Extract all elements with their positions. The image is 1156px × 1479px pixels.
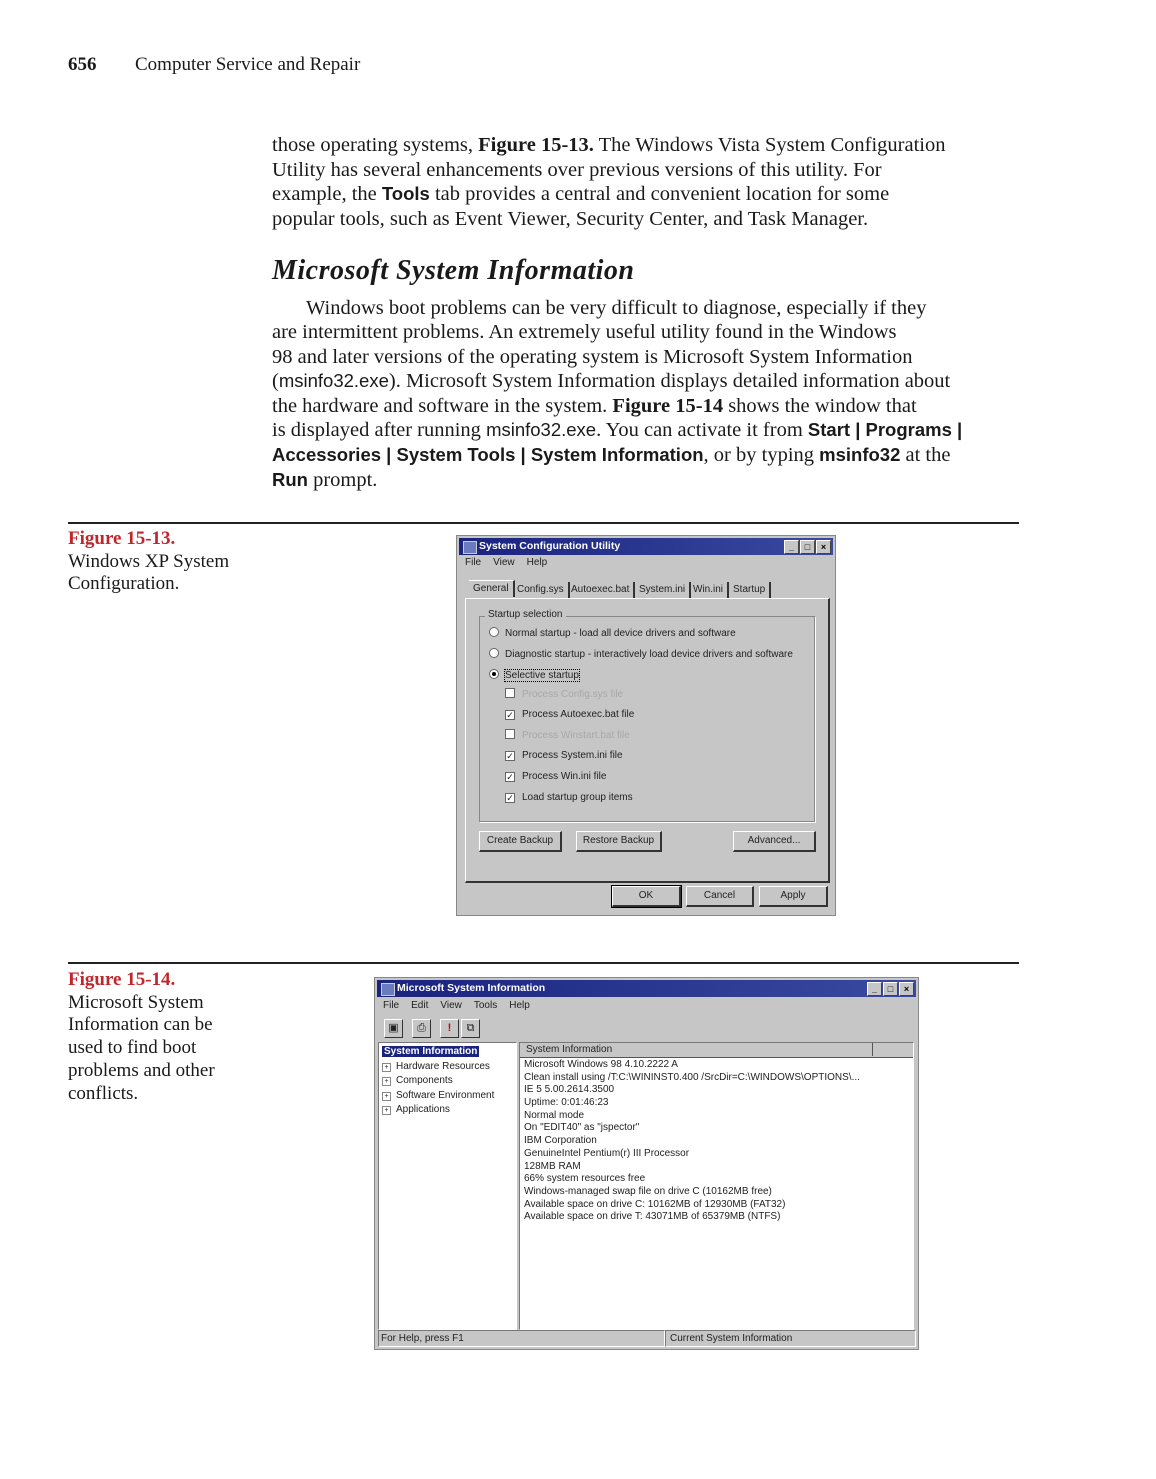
title-bar <box>377 980 916 997</box>
expand-icon[interactable]: + <box>382 1077 391 1086</box>
title-bar <box>459 538 833 555</box>
radio-button[interactable] <box>489 669 499 679</box>
text-line <box>272 158 882 182</box>
create-backup-button[interactable]: Create Backup <box>479 831 562 852</box>
info-line: Normal mode <box>524 1109 585 1121</box>
checkbox-label: Process Winstart.bat file <box>522 730 630 742</box>
text-line <box>272 133 945 157</box>
tree-item-label: Software Environment <box>396 1089 495 1101</box>
startup-checkbox[interactable] <box>505 688 623 700</box>
expand-icon[interactable]: + <box>382 1106 391 1115</box>
figure-label: Figure 15-14. <box>68 969 176 990</box>
ok-button[interactable]: OK <box>612 886 681 907</box>
menu-tools[interactable]: Tools <box>473 1000 498 1011</box>
text-span: the hardware and software in the system. <box>272 395 613 417</box>
info-line: 128MB RAM <box>524 1160 581 1172</box>
tab-win-ini[interactable]: Win.ini <box>689 582 729 598</box>
radio-label: Selective startup <box>505 670 579 681</box>
text-line <box>272 320 897 344</box>
tree-item[interactable] <box>382 1089 513 1104</box>
text-line <box>272 369 950 393</box>
info-line: IBM Corporation <box>524 1135 597 1147</box>
app-icon <box>463 541 477 554</box>
info-line: On "EDIT40" as "jspector" <box>524 1122 640 1134</box>
emphasis-text: Figure 15-14 <box>612 395 724 417</box>
menu-bar <box>383 1000 530 1011</box>
text-span: at the <box>900 444 951 466</box>
minimize-button[interactable]: _ <box>784 540 799 554</box>
text-span: example, the <box>272 183 382 205</box>
copy-icon[interactable]: ⧉ <box>461 1019 480 1038</box>
emphasis-text: Start | Programs | <box>807 419 963 440</box>
expand-icon[interactable]: + <box>382 1063 391 1072</box>
window-title: System Configuration Utility <box>479 540 621 552</box>
text-span: tab provides a central and convenient location for some <box>429 183 890 205</box>
text-line <box>272 182 889 206</box>
text-span: prompt. <box>307 469 378 491</box>
caption-line: used to find boot <box>68 1037 197 1059</box>
status-help: For Help, press F1 <box>378 1330 665 1347</box>
info-line: Available space on drive T: 43071MB of 65379MB (NTFS) <box>524 1211 781 1223</box>
emphasis-text: msinfo32.exe <box>486 419 597 440</box>
page-number: 656 <box>68 54 97 75</box>
running-title: Computer Service and Repair <box>135 54 361 75</box>
text-span: popular tools, such as Event Viewer, Security Center, and Task Manager. <box>272 208 869 230</box>
text-span: . You can activate it from <box>596 419 808 441</box>
startup-checkbox[interactable] <box>505 792 633 803</box>
column-header[interactable]: System Information <box>520 1043 873 1056</box>
menu-edit[interactable]: Edit <box>411 1000 429 1011</box>
expand-icon[interactable]: + <box>382 1092 391 1101</box>
info-line: Windows-managed swap file on drive C (10162MB free) <box>524 1185 772 1197</box>
checkbox[interactable] <box>505 729 515 739</box>
text-line <box>272 468 377 492</box>
menu-file[interactable]: File <box>465 557 482 568</box>
close-button[interactable]: × <box>899 982 914 996</box>
menu-help[interactable]: Help <box>509 1000 530 1011</box>
tree-item[interactable] <box>382 1060 513 1075</box>
tree-item-label: Components <box>396 1075 453 1086</box>
system-configuration-window <box>456 535 836 916</box>
info-line: IE 5 5.00.2614.3500 <box>524 1084 615 1096</box>
info-line: Uptime: 0:01:46:23 <box>524 1097 609 1109</box>
checkbox[interactable]: ✓ <box>506 751 514 762</box>
tree-item[interactable] <box>382 1103 513 1118</box>
tree-pane <box>378 1042 517 1330</box>
text-line <box>272 345 913 369</box>
text-line <box>272 394 917 418</box>
radio-button[interactable] <box>489 627 499 637</box>
emphasis-text: Figure 15-13. <box>478 134 594 156</box>
tab-autoexec-bat[interactable]: Autoexec.bat <box>567 582 635 598</box>
startup-radio[interactable] <box>489 669 579 681</box>
figure-rule <box>68 522 1019 524</box>
startup-checkbox[interactable] <box>505 750 623 761</box>
tree-item[interactable] <box>382 1074 513 1089</box>
caption-line: Windows XP System <box>68 550 230 572</box>
text-span: is displayed after running <box>272 419 487 441</box>
figure-15-14-caption <box>68 969 215 1105</box>
details-pane <box>519 1042 914 1330</box>
figure-label: Figure 15-13. <box>68 528 176 549</box>
info-line: 66% system resources free <box>524 1173 646 1185</box>
caption-line: conflicts. <box>68 1082 139 1104</box>
menu-bar <box>465 557 547 568</box>
group-label: Startup selection <box>485 609 566 620</box>
tree-item-label: Applications <box>396 1104 450 1115</box>
text-span: ). Microsoft System Information displays detailed information about <box>388 370 951 392</box>
text-span: those operating systems, <box>272 134 479 156</box>
text-span: Utility has several enhancements over previous versions of this utility. For <box>272 159 882 181</box>
checkbox[interactable] <box>505 688 515 698</box>
tab-general[interactable]: General <box>469 580 515 597</box>
minimize-button[interactable]: _ <box>867 982 882 996</box>
checkbox[interactable]: ✓ <box>506 709 514 720</box>
info-line: Available space on drive C: 10162MB of 12930MB (FAT32) <box>524 1198 786 1210</box>
text-line <box>306 296 926 320</box>
app-icon <box>381 983 395 996</box>
text-span: , or by typing <box>703 444 820 466</box>
info-line: GenuineIntel Pentium(r) III Processor <box>524 1147 690 1159</box>
checkbox[interactable]: ✓ <box>506 771 514 782</box>
menu-file[interactable]: File <box>383 1000 400 1011</box>
caption-line: Information can be <box>68 1014 213 1036</box>
checkbox-label: Load startup group items <box>522 791 633 803</box>
tree-root-system-information[interactable]: System Information <box>384 1046 478 1057</box>
startup-radio[interactable] <box>489 648 793 660</box>
tree-item-label: Hardware Resources <box>396 1060 490 1072</box>
maximize-button[interactable]: □ <box>883 982 898 996</box>
menu-view[interactable]: View <box>493 557 515 568</box>
system-information-window <box>374 977 919 1350</box>
text-span: shows the window that <box>723 395 917 417</box>
info-line: Microsoft Windows 98 4.10.2222 A <box>524 1059 678 1070</box>
text-line <box>272 207 868 231</box>
text-span: 98 and later versions of the operating system is Microsoft System Information <box>272 346 913 368</box>
tab-system-ini[interactable]: System.ini <box>635 582 691 598</box>
text-span: ( <box>272 370 279 392</box>
figure-15-13-caption <box>68 528 229 596</box>
radio-label: Normal startup - load all device drivers and software <box>505 628 736 639</box>
checkbox-label: Process System.ini file <box>522 750 623 762</box>
emphasis-text: msinfo32.exe <box>278 370 389 391</box>
window-title: Microsoft System Information <box>397 982 546 994</box>
startup-checkbox[interactable] <box>505 729 630 741</box>
section-heading: Microsoft System Information <box>272 255 635 286</box>
text-line <box>272 418 962 442</box>
status-current-view: Current System Information <box>665 1330 916 1347</box>
checkbox-label: Process Autoexec.bat file <box>522 708 635 720</box>
emphasis-text: Tools <box>381 183 430 204</box>
tab-config-sys[interactable]: Config.sys <box>513 582 570 598</box>
menu-view[interactable]: View <box>440 1000 462 1011</box>
checkbox-label: Process Win.ini file <box>522 770 607 782</box>
text-span: The Windows Vista System Configuration <box>593 134 946 156</box>
radio-button[interactable] <box>489 648 499 658</box>
restore-backup-button[interactable]: Restore Backup <box>576 831 662 852</box>
startup-checkbox[interactable] <box>505 771 606 782</box>
maximize-button[interactable]: □ <box>800 540 815 554</box>
emphasis-text: Run <box>272 469 308 490</box>
advanced-button[interactable]: Advanced... <box>733 831 816 852</box>
alert-icon[interactable]: ! <box>440 1019 459 1038</box>
text-line <box>272 443 950 467</box>
tab-startup[interactable]: Startup <box>729 582 771 598</box>
checkbox[interactable]: ✓ <box>506 792 514 803</box>
menu-help[interactable]: Help <box>526 557 548 568</box>
print-icon[interactable]: ⎙ <box>412 1019 431 1038</box>
apply-button[interactable]: Apply <box>759 886 828 907</box>
close-button[interactable]: × <box>816 540 831 554</box>
info-line: Clean install using /T:C:\WININST0.400 /SrcDir=C:\WINDOWS\OPTIONS\... <box>524 1071 860 1083</box>
text-span: Windows boot problems can be very difficult to diagnose, especially if they <box>306 297 927 319</box>
text-span: are intermittent problems. An extremely useful utility found in the Windows <box>272 321 897 343</box>
cancel-button[interactable]: Cancel <box>686 886 754 907</box>
startup-checkbox[interactable] <box>505 709 634 720</box>
emphasis-text: msinfo32 <box>819 444 901 465</box>
caption-line: problems and other <box>68 1059 215 1081</box>
startup-radio[interactable] <box>489 627 736 639</box>
caption-line: Configuration. <box>68 573 180 595</box>
emphasis-text: Accessories | System Tools | System Information <box>272 444 704 465</box>
checkbox-label: Process Config.sys file <box>522 689 624 700</box>
save-icon[interactable]: ▣ <box>384 1019 403 1038</box>
caption-line: Microsoft System <box>68 991 204 1013</box>
radio-label: Diagnostic startup - interactively load device drivers and software <box>505 649 793 660</box>
figure-rule <box>68 962 1019 964</box>
